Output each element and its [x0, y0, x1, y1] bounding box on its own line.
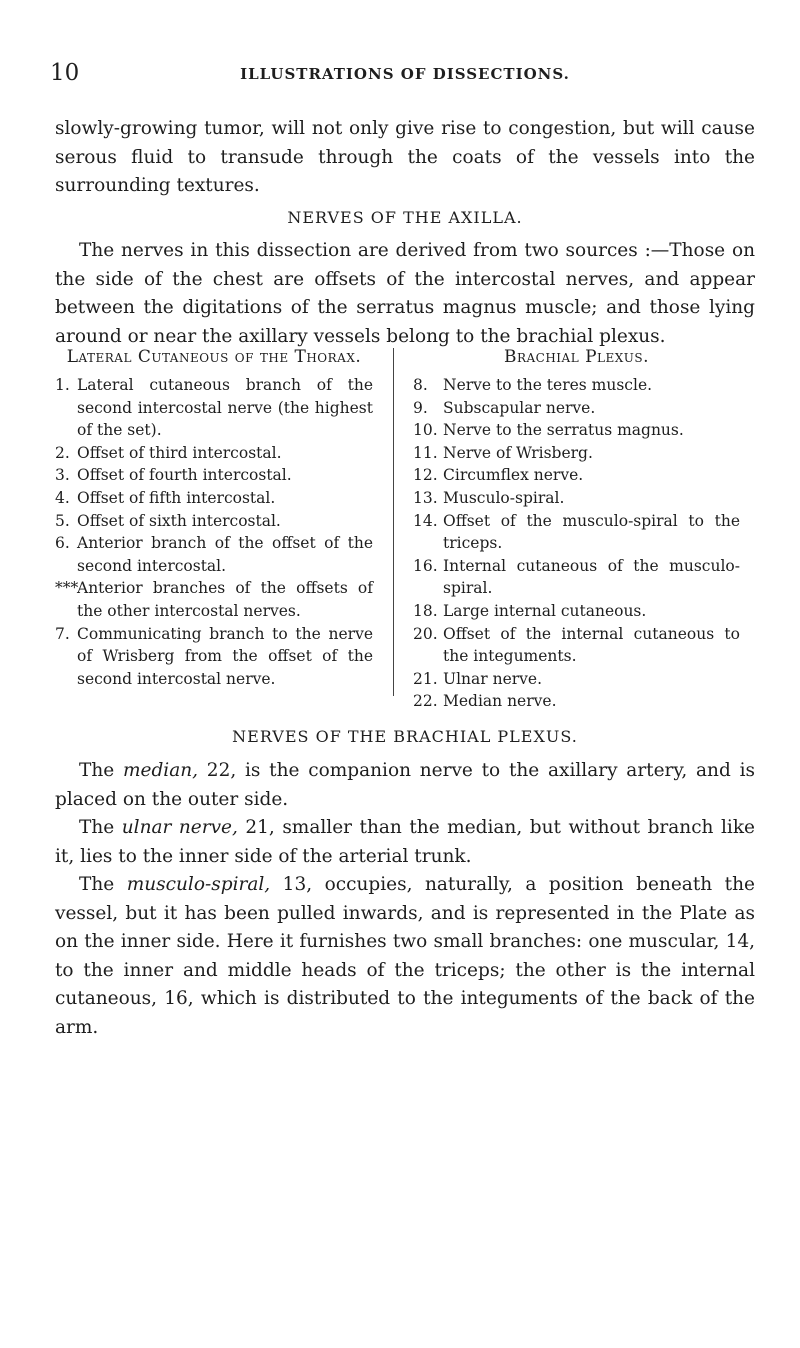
- legend-item-text: Median nerve.: [443, 692, 557, 711]
- legend-item: [55, 464, 373, 487]
- legend-item-number: 5.: [55, 511, 70, 530]
- legend-item-text: Offset of third intercostal.: [77, 443, 282, 462]
- ulnar-paragraph: The ulnar nerve, 21, smaller than the median, but without branch like it, lies to the inner side of the arterial trunk.: [55, 817, 755, 867]
- legend-item: [413, 600, 740, 623]
- legend-item-number: 12.: [413, 466, 438, 485]
- legend-item: [413, 419, 740, 442]
- legend-item-text: Ulnar nerve.: [443, 669, 543, 688]
- legend-item: [413, 690, 740, 713]
- legend-item-number: 22.: [413, 692, 438, 711]
- legend-item: [413, 464, 740, 487]
- left-legend-list: [55, 374, 373, 690]
- legend-item: [413, 487, 740, 510]
- legend-item-text: Offset of sixth intercostal.: [77, 511, 281, 530]
- legend-item-text: Offset of the internal cutaneous to the integuments.: [443, 624, 740, 666]
- page-header: [50, 60, 760, 90]
- legend-item-text: Internal cutaneous of the musculo-spiral.: [443, 556, 740, 598]
- section-title-brachial-plexus: NERVES OF THE BRACHIAL PLEXUS.: [232, 727, 578, 746]
- legend-item-number: 21.: [413, 669, 438, 688]
- legend-item-number: 20.: [413, 624, 438, 643]
- legend-item-number: 7.: [55, 624, 70, 643]
- right-legend-column: [413, 346, 740, 713]
- legend-item-text: Offset of the musculo-spiral to the triceps.: [443, 511, 740, 553]
- legend-item: [55, 442, 373, 465]
- legend-item-number: 3.: [55, 466, 70, 485]
- legend-item-number: 11.: [413, 443, 438, 462]
- left-legend-column: [55, 346, 373, 690]
- intro-paragraph: slowly-growing tumor, will not only give rise to congestion, but will cause serous fluid to transude through the coats of the vessels into the surrounding textures.: [55, 118, 755, 196]
- legend-item-number: 2.: [55, 443, 70, 462]
- legend-item: [55, 532, 373, 577]
- legend-item: [55, 374, 373, 442]
- legend-item: [55, 577, 373, 622]
- page-number: 10: [50, 60, 80, 86]
- legend-item-text: Anterior branch of the offset of the second intercostal.: [77, 534, 373, 575]
- legend-item: [413, 397, 740, 420]
- legend-item-number: 16.: [413, 556, 438, 575]
- legend-item-number: 14.: [413, 511, 438, 530]
- median-paragraph: The median, 22, is the companion nerve to the axillary artery, and is placed on the outer side.: [55, 760, 755, 810]
- legend-item-text: Large internal cutaneous.: [443, 601, 647, 620]
- legend-item-text: Offset of fifth intercostal.: [77, 488, 276, 507]
- legend-item: [413, 510, 740, 555]
- column-divider: [393, 348, 394, 696]
- legend-item-text: Nerve to the teres muscle.: [443, 376, 653, 394]
- legend-item-text: Musculo-spiral.: [443, 488, 565, 507]
- running-title: ILLUSTRATIONS OF DISSECTIONS.: [240, 65, 570, 83]
- legend-item-number: 10.: [413, 421, 438, 440]
- right-legend-list: [413, 374, 740, 713]
- legend-item-number: 6.: [55, 534, 70, 553]
- musculo-spiral-paragraph: The musculo-spiral, 13, occupies, naturally, a position beneath the vessel, but it has been pulled inwards, and is represented in the Plate as on the inner side. Here it furnishes two small branches: one muscular, 14, to the inner and middle heads of the triceps; the other is the internal cutaneous, 16, which is distributed to the integuments of the back of the arm.: [55, 874, 755, 1038]
- legend-item: [55, 510, 373, 533]
- section-title-axilla: NERVES OF THE AXILLA.: [287, 208, 523, 227]
- legend-item: [413, 374, 740, 397]
- legend-item-number: ***: [55, 579, 79, 598]
- legend-item-text: Nerve to the serratus magnus.: [443, 421, 684, 440]
- legend-item-text: Lateral cutaneous branch of the second intercostal nerve (the highest of the set).: [77, 376, 373, 440]
- legend-item: [55, 623, 373, 691]
- term-ulnar-nerve: ulnar nerve,: [121, 817, 238, 838]
- right-column-heading: Brachial Plexus.: [503, 347, 650, 367]
- legend-item-text: Nerve of Wrisberg.: [443, 443, 593, 462]
- legend-item-text: Offset of fourth intercostal.: [77, 466, 292, 485]
- legend-item: [413, 623, 740, 668]
- axilla-paragraph: The nerves in this dissection are derived from two sources :—Those on the side of the chest are offsets of the intercostal nerves, and appear between the digitations of the serratus magnus muscle; and those lying around or near the axillary vessels belong to the brachial plexus.: [55, 240, 755, 347]
- legend-item: [413, 442, 740, 465]
- legend-item-text: Communicating branch to the nerve of Wrisberg from the offset of the second intercostal nerve.: [77, 624, 373, 688]
- legend-item-number: 13.: [413, 488, 438, 507]
- legend-item-text: Subscapular nerve.: [443, 398, 596, 417]
- legend-item: [55, 487, 373, 510]
- left-column-heading: Lateral Cutaneous of the Thorax.: [66, 347, 362, 367]
- legend-item-text: Circumflex nerve.: [443, 466, 584, 485]
- legend-item-number: 8.: [413, 376, 428, 394]
- legend-item-text: Anterior branches of the offsets of the other intercostal nerves.: [77, 579, 373, 620]
- term-median: median,: [122, 760, 199, 781]
- term-musculo-spiral: musculo-spiral,: [126, 874, 271, 895]
- legend-item-number: 1.: [55, 376, 70, 394]
- legend-item-number: 4.: [55, 488, 70, 507]
- legend-item: [413, 668, 740, 691]
- legend-item-number: 18.: [413, 601, 438, 620]
- legend-item-number: 9.: [413, 398, 428, 417]
- legend-item: [413, 555, 740, 600]
